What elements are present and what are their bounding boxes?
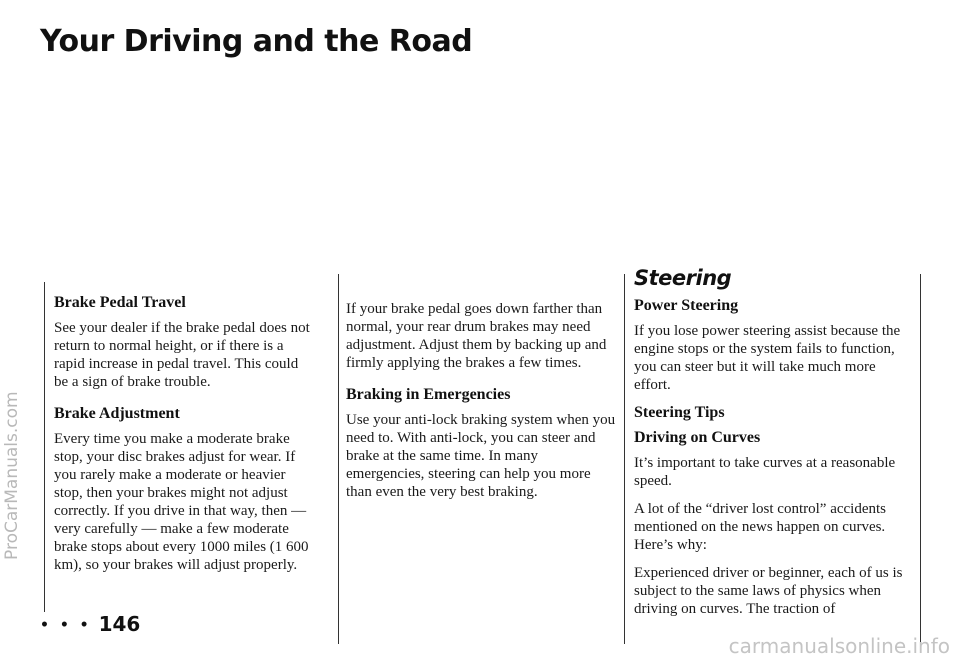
left-column bbox=[54, 294, 316, 584]
driving-on-curves-section bbox=[634, 429, 914, 618]
right-column-rule bbox=[624, 274, 625, 644]
steering-tips-heading: Steering Tips bbox=[634, 404, 725, 421]
brake-adjustment-text: Every time you make a moderate brake stop, your disc brakes adjust for wear. If you rarely make a moderate or heavier stop, then your brakes might not adjust correctly. If you drive in that way, then — very carefully — make a few moderate brake stops about every 1000 miles (1 600 km), so your brakes will adjust properly. bbox=[54, 431, 309, 573]
braking-emergencies-heading: Braking in Emergencies bbox=[346, 386, 511, 403]
page-number-value: 146 bbox=[98, 612, 141, 636]
page-number-dots: • • • bbox=[40, 617, 92, 634]
page-number bbox=[40, 612, 140, 636]
left-column-rule bbox=[44, 282, 45, 612]
brake-pedal-travel-heading: Brake Pedal Travel bbox=[54, 294, 186, 311]
power-steering-section bbox=[634, 297, 914, 394]
braking-emergencies-section bbox=[346, 386, 616, 501]
steering-tips-section bbox=[634, 404, 914, 422]
power-steering-text: If you lose power steering assist because the engine stops or the system fails to function, you can steer but it will take much more effort. bbox=[634, 323, 901, 393]
drum-brakes-text: If your brake pedal goes down farther than normal, your rear drum brakes may need adjustment. Adjust them by backing up and firmly applying the brakes a few times. bbox=[346, 301, 607, 371]
driving-on-curves-text-1: It’s important to take curves at a reasonable speed. bbox=[634, 455, 896, 489]
bottom-watermark: carmanualsonline.info bbox=[728, 634, 950, 658]
driving-on-curves-text-2: A lot of the “driver lost control” accidents mentioned on the news happen on curves. Here’s why: bbox=[634, 501, 887, 553]
brake-adjustment-heading: Brake Adjustment bbox=[54, 405, 180, 422]
middle-column bbox=[346, 300, 616, 511]
right-column bbox=[634, 266, 914, 628]
drum-brakes-section bbox=[346, 300, 616, 372]
driving-on-curves-text-3: Experienced driver or beginner, each of us is subject to the same laws of physics when driving on curves. The traction of bbox=[634, 565, 903, 617]
side-watermark-text: ProCarManuals.com bbox=[2, 391, 22, 560]
brake-pedal-travel-text: See your dealer if the brake pedal does not return to normal height, or if there is a rapid increase in pedal travel. This could be a sign of brake trouble. bbox=[54, 320, 310, 390]
page-title: Your Driving and the Road bbox=[40, 24, 473, 59]
right-edge-rule bbox=[920, 274, 921, 644]
brake-pedal-travel-section bbox=[54, 294, 316, 391]
steering-section-title: Steering bbox=[634, 266, 732, 290]
brake-adjustment-section bbox=[54, 405, 316, 574]
middle-column-rule bbox=[338, 274, 339, 644]
power-steering-heading: Power Steering bbox=[634, 297, 739, 314]
braking-emergencies-text: Use your anti-lock braking system when you need to. With anti-lock, you can steer and brake at the same time. In many emergencies, steering can help you more than even the very best braking. bbox=[346, 412, 616, 500]
driving-on-curves-heading: Driving on Curves bbox=[634, 429, 761, 446]
